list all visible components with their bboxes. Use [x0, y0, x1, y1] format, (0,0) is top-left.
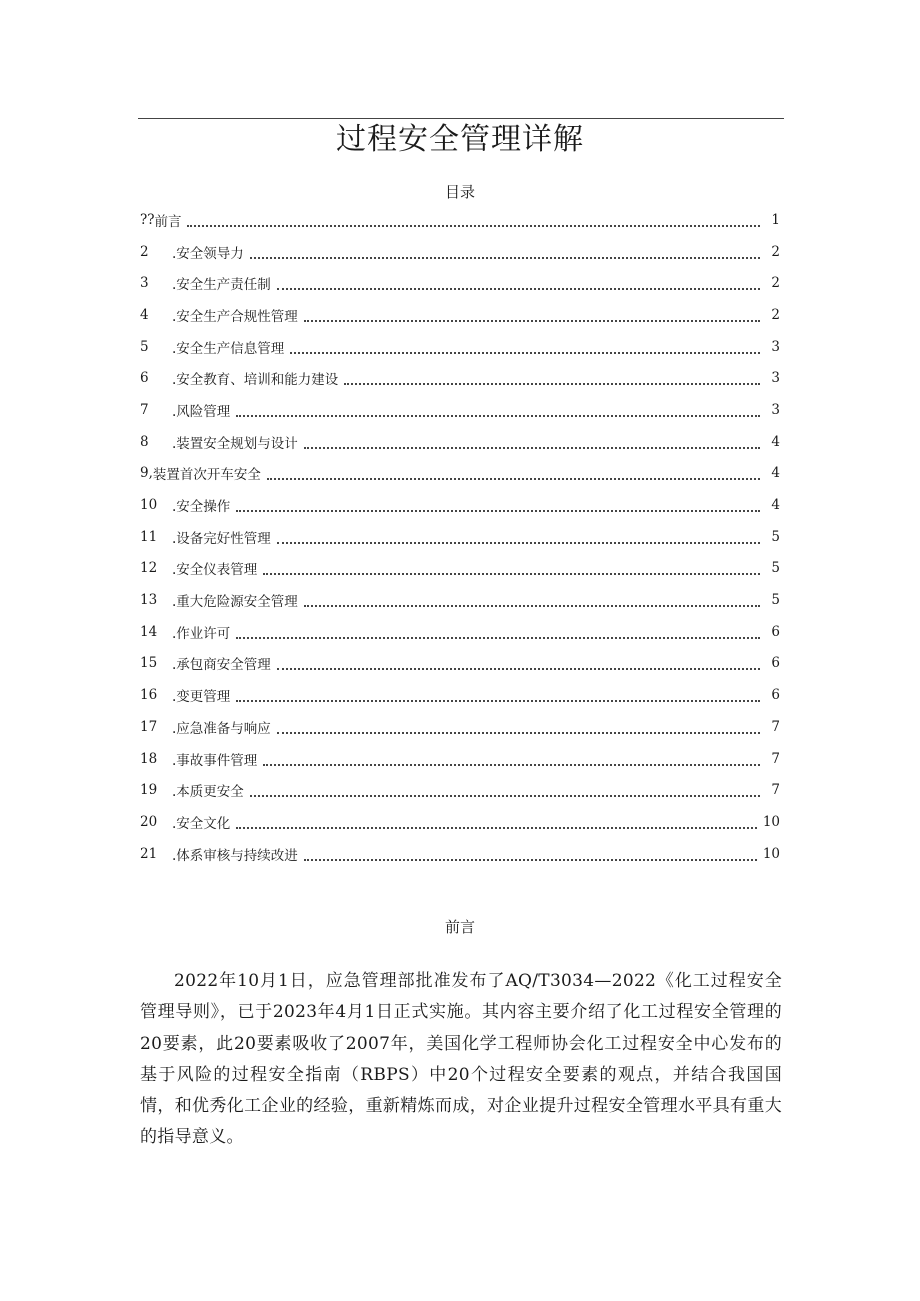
table-of-contents — [140, 204, 780, 869]
toc-entry-page: 7 — [771, 750, 780, 767]
toc-entry-page: 4 — [771, 497, 780, 514]
toc-entry-title: .安全生产合规性管理 — [172, 308, 298, 325]
toc-entry-page: 6 — [771, 655, 780, 672]
toc-entry-number: 18 — [140, 750, 158, 767]
toc-entry-page: 1 — [771, 211, 780, 228]
toc-entry[interactable] — [140, 711, 780, 743]
toc-leader-dots — [236, 623, 760, 639]
toc-entry-title: .作业许可 — [172, 625, 231, 642]
toc-entry-number: 13 — [140, 592, 158, 609]
toc-entry-number: 17 — [140, 718, 158, 735]
toc-entry-page: 3 — [771, 401, 780, 418]
toc-leader-dots — [277, 274, 760, 290]
toc-entry[interactable] — [140, 521, 780, 553]
toc-entry-number: 19 — [140, 782, 158, 799]
preface-paragraph: 2022年10月1日，应急管理部批准发布了AQ/T3034—2022《化工过程安全管理导则》，已于2023年4月1日正式实施。其内容主要介绍了化工过程安全管理的20要素，此20要素吸收了2007年，美国化学工程师协会化工过程安全中心发布的基于风险的过程安全指南（RBPS）中20个过程安全要素的观点，并结合我国国情，和优秀化工企业的经验，重新精炼而成，对企业提升过程安全管理水平具有重大的指导意义。 — [140, 971, 782, 1148]
toc-leader-dots — [250, 243, 760, 259]
toc-leader-dots — [236, 496, 760, 512]
toc-entry-page: 5 — [771, 528, 780, 545]
toc-entry-number: 21 — [140, 845, 158, 862]
toc-entry-number: 20 — [140, 813, 158, 830]
toc-entry-title: .体系审核与持续改进 — [172, 847, 298, 864]
toc-leader-dots — [250, 781, 760, 797]
toc-entry-page: 5 — [771, 592, 780, 609]
toc-entry-number: 6 — [140, 370, 149, 387]
toc-leader-dots — [187, 211, 760, 227]
toc-entry[interactable] — [140, 838, 780, 870]
toc-entry-number: 16 — [140, 687, 158, 704]
toc-entry[interactable] — [140, 616, 780, 648]
toc-leader-dots — [304, 306, 760, 322]
toc-entry-title: .安全文化 — [172, 815, 231, 832]
toc-entry-number: 4 — [140, 306, 149, 323]
toc-entry[interactable] — [140, 267, 780, 299]
toc-entry-number: 9, — [140, 465, 153, 482]
toc-entry-number: 2 — [140, 243, 149, 260]
toc-entry-title: .风险管理 — [172, 403, 231, 420]
toc-entry-title: .承包商安全管理 — [172, 657, 271, 674]
toc-entry-title: 前言 — [154, 213, 182, 230]
toc-entry-page: 6 — [771, 623, 780, 640]
toc-entry-page: 2 — [771, 275, 780, 292]
toc-entry[interactable] — [140, 806, 780, 838]
toc-leader-dots — [277, 528, 760, 544]
toc-entry-page: 2 — [771, 243, 780, 260]
preface-heading: 前言 — [444, 918, 475, 936]
toc-leader-dots — [263, 559, 760, 575]
toc-entry-title: .应急准备与响应 — [172, 720, 271, 737]
toc-entry-page: 7 — [771, 782, 780, 799]
toc-entry[interactable] — [140, 362, 780, 394]
toc-leader-dots — [236, 686, 760, 702]
toc-entry[interactable] — [140, 648, 780, 680]
toc-entry-page: 5 — [771, 560, 780, 577]
toc-leader-dots — [277, 718, 760, 734]
toc-entry-title: .装置安全规划与设计 — [172, 435, 298, 452]
toc-entry[interactable] — [140, 426, 780, 458]
toc-entry[interactable] — [140, 394, 780, 426]
toc-entry[interactable] — [140, 743, 780, 775]
toc-entry-title: .本质更安全 — [172, 784, 244, 801]
toc-entry-title: .安全生产信息管理 — [172, 340, 285, 357]
toc-entry-number: 15 — [140, 655, 158, 672]
toc-entry-number: 7 — [140, 401, 149, 418]
toc-leader-dots — [236, 813, 757, 829]
toc-entry-title: .事故事件管理 — [172, 752, 258, 769]
toc-entry-page: 3 — [771, 338, 780, 355]
toc-leader-dots — [236, 401, 760, 417]
toc-leader-dots — [304, 433, 760, 449]
toc-entry-page: 4 — [771, 433, 780, 450]
document-title: 过程安全管理详解 — [336, 122, 584, 157]
toc-entry-title: .安全操作 — [172, 499, 231, 516]
toc-entry-page: 10 — [762, 845, 780, 862]
toc-entry-page: 4 — [771, 465, 780, 482]
toc-entry[interactable] — [140, 458, 780, 490]
toc-entry-page: 6 — [771, 687, 780, 704]
toc-leader-dots — [304, 845, 757, 861]
toc-entry-number: 11 — [140, 528, 158, 545]
toc-entry[interactable] — [140, 204, 780, 236]
toc-entry[interactable] — [140, 553, 780, 585]
toc-entry[interactable] — [140, 299, 780, 331]
toc-entry-title: .安全教育、培训和能力建设 — [172, 372, 339, 389]
toc-entry-number: 14 — [140, 623, 158, 640]
toc-entry-title: 装置首次开车安全 — [152, 467, 261, 484]
toc-entry[interactable] — [140, 584, 780, 616]
toc-entry[interactable] — [140, 331, 780, 363]
toc-leader-dots — [290, 338, 760, 354]
toc-entry-number: 8 — [140, 433, 149, 450]
toc-leader-dots — [277, 654, 760, 670]
toc-entry-title: .安全领导力 — [172, 245, 244, 262]
toc-leader-dots — [344, 369, 760, 385]
toc-leader-dots — [263, 750, 760, 766]
toc-entry-number: 3 — [140, 275, 149, 292]
toc-entry-page: 7 — [771, 718, 780, 735]
toc-entry[interactable] — [140, 774, 780, 806]
toc-entry-number: 10 — [140, 497, 158, 514]
toc-leader-dots — [304, 591, 760, 607]
toc-heading: 目录 — [444, 183, 475, 201]
toc-entry-title: .安全生产责任制 — [172, 277, 271, 294]
toc-entry-page: 3 — [771, 370, 780, 387]
toc-entry-number: ?? — [140, 211, 155, 228]
toc-entry-title: .安全仪表管理 — [172, 562, 258, 579]
toc-entry[interactable] — [140, 679, 780, 711]
toc-entry-title: .变更管理 — [172, 689, 231, 706]
toc-entry-number: 12 — [140, 560, 158, 577]
toc-entry[interactable] — [140, 489, 780, 521]
toc-entry-number: 5 — [140, 338, 149, 355]
toc-entry-page: 2 — [771, 306, 780, 323]
toc-entry-page: 10 — [762, 813, 780, 830]
toc-entry-title: .设备完好性管理 — [172, 530, 271, 547]
toc-entry-title: .重大危险源安全管理 — [172, 594, 298, 611]
toc-leader-dots — [267, 464, 760, 480]
toc-entry[interactable] — [140, 236, 780, 268]
